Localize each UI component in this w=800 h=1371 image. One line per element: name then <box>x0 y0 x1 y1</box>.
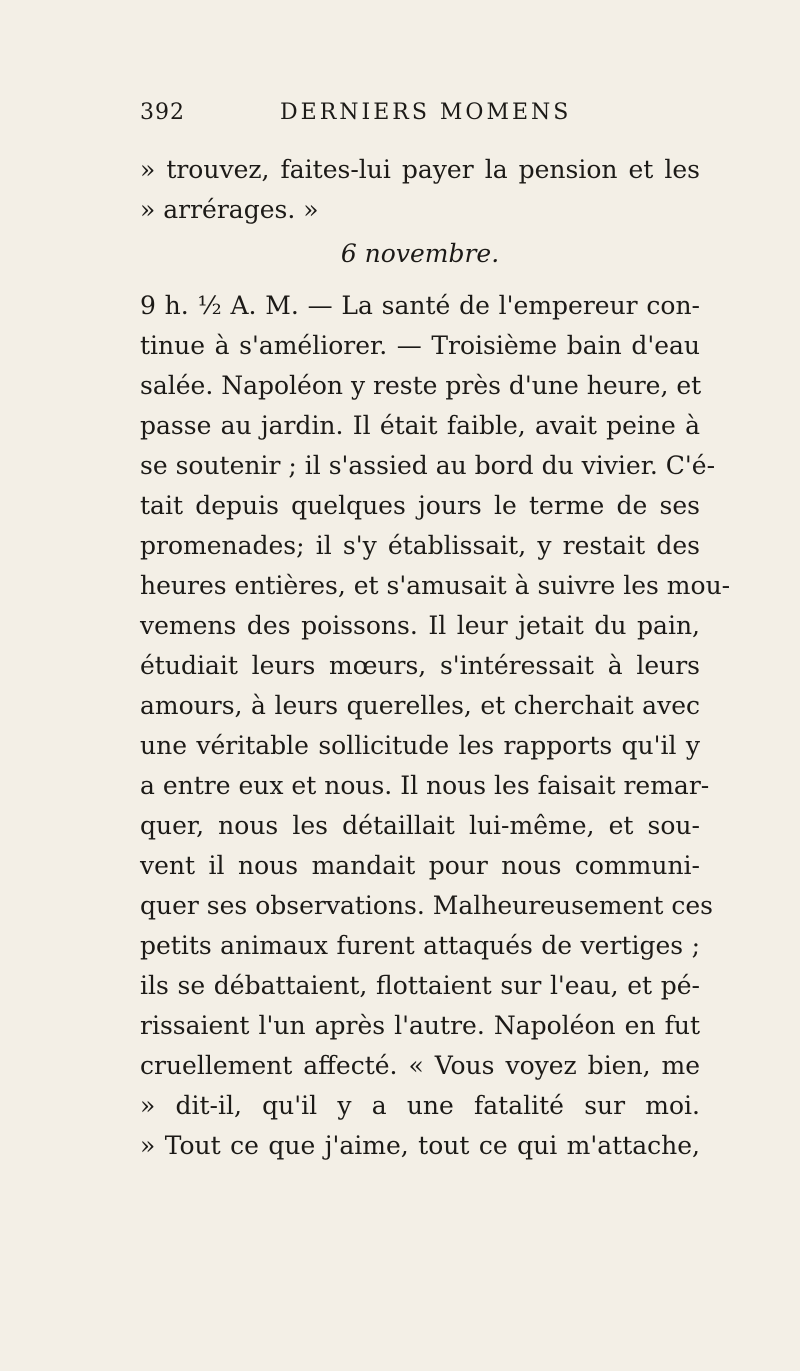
text-line: promenades; il s'y établissait, y restait des <box>140 531 700 560</box>
text-line: quer ses observations. Malheureusement ces <box>140 891 713 920</box>
text-line: salée. Napoléon y reste près d'une heure, et <box>140 371 702 400</box>
running-title: DERNIERS MOMENS <box>280 100 572 125</box>
text-line: quer, nous les détaillait lui-même, et sou- <box>140 811 700 840</box>
date-heading: 6 novembre. <box>340 239 500 268</box>
text-line: ils se débattaient, flottaient sur l'eau, et pé- <box>140 971 700 1000</box>
text-line: » trouvez, faites-lui payer la pension et les <box>140 155 700 184</box>
text-line: heures entières, et s'amusait à suivre les mou- <box>140 571 731 600</box>
running-head <box>140 100 700 136</box>
text-line: cruellement affecté. « Vous voyez bien, me <box>140 1051 700 1080</box>
text-line: passe au jardin. Il était faible, avait peine à <box>140 411 700 440</box>
text-line: » dit-il, qu'il y a une fatalité sur moi. <box>140 1091 700 1120</box>
text-line: étudiait leurs mœurs, s'intéressait à leurs <box>140 651 700 680</box>
text-line: » Tout ce que j'aime, tout ce qui m'attache, <box>140 1131 700 1160</box>
text-line: a entre eux et nous. Il nous les faisait remar- <box>140 771 710 800</box>
text-line: petits animaux furent attaqués de vertiges ; <box>140 931 700 960</box>
text-line: vent il nous mandait pour nous communi- <box>140 851 700 880</box>
text-line: se soutenir ; il s'assied au bord du vivier. C'é- <box>140 451 716 480</box>
text-line: 9 h. ½ A. M. — La santé de l'empereur con- <box>140 291 700 320</box>
text-line: amours, à leurs querelles, et cherchait avec <box>140 691 700 720</box>
text-line: une véritable sollicitude les rapports qu'il y <box>140 731 700 760</box>
page-number: 392 <box>140 100 185 125</box>
text-line: tinue à s'améliorer. — Troisième bain d'eau <box>140 331 700 360</box>
text-line: tait depuis quelques jours le terme de ses <box>140 491 700 520</box>
text-line: vemens des poissons. Il leur jetait du pain, <box>140 611 700 640</box>
text-line: rissaient l'un après l'autre. Napoléon en fut <box>140 1011 700 1040</box>
body-text <box>140 150 731 1166</box>
text-line: » arrérages. » <box>140 195 319 224</box>
